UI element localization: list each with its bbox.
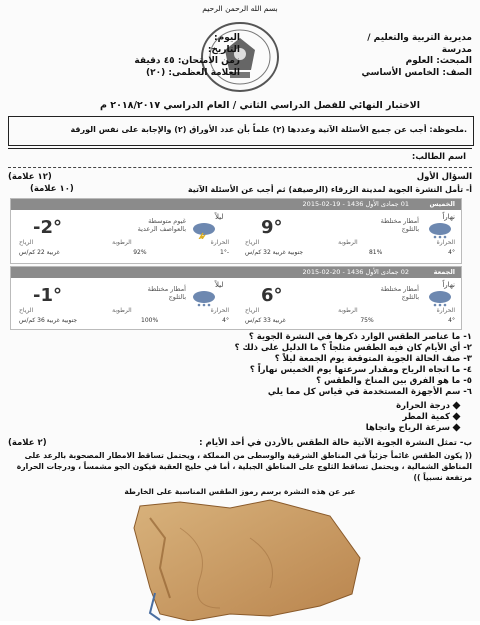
weather-row-value: 81% [368, 249, 383, 256]
weather-row-value: جنوبية غربية 36 كم/س [19, 317, 78, 324]
weather-row-value: غربية 33 كم/س [245, 317, 286, 324]
max-mark-line: العلامة العظمى: (٢٠) [146, 67, 240, 78]
quote-line: (( يكون الطقس غائماً جزئياً في المناطق الشرقية والوسطى من المملكة ، ويحتمل تساقط الامطار المصحوبة بالرعد على [24, 451, 472, 460]
weather-night-desc-line: أمطار مختلطة [147, 285, 186, 293]
weather-row-label: الرياح [245, 307, 260, 314]
weather-night-desc-line: غيوم متوسطة [148, 217, 186, 225]
instrument-label: سرعة الرياح واتجاها [365, 423, 450, 433]
weather-row-value: 75% [360, 317, 374, 324]
weather-night-desc-line: بالعواصف الرعدية [137, 225, 186, 233]
part-b-quote [8, 450, 472, 483]
question-item: ٣- صف الحالة الجوية المتوقعة يوم الجمعة ليلاً ؟ [274, 354, 472, 364]
weather-night-temp: -2° [33, 217, 62, 238]
date-line: التاريخ: [207, 44, 240, 55]
weather-day-label: نهاراً [442, 281, 455, 289]
note-text: .ملحوظة: أجب عن جميع الأسئلة الآتية وعددها (٢) علماً بأن عدد الأوراق (٢) والإجابة على نفس الورقة [70, 125, 467, 134]
question-item: ٦- سم الأجهزة المستخدمة في قياس كل مما يلي [267, 387, 472, 397]
part-b-marks: (٢ علامة) [8, 438, 47, 448]
weather-day-rows [245, 307, 455, 314]
weather-row-label: الرياح [19, 307, 34, 314]
weather-row-label: الرطوبة [338, 307, 358, 314]
weather-night-desc [111, 285, 186, 301]
grade-line: الصف: الخامس الأساسي [361, 67, 472, 78]
weather-card-friday [10, 266, 462, 330]
instrument-label: كمية المطر [402, 412, 450, 422]
weather-row-value: 4° [448, 317, 455, 324]
weather-row-label: الرطوبة [112, 307, 132, 314]
bullet-icon [453, 424, 461, 432]
weather-night-desc-line: بالثلوج [168, 293, 186, 301]
weather-night-label: ليلاً [215, 281, 224, 289]
weather-row-label: الحرارة [436, 239, 455, 246]
weather-day-rows [245, 239, 455, 246]
weather-row-label: الحرارة [210, 239, 229, 246]
weather-row-value: 4° [222, 317, 229, 324]
weather-night-rows [19, 307, 229, 314]
weather-day-desc-line: بالثلوج [401, 225, 419, 233]
weather-day-desc [349, 217, 419, 233]
instrument-item [160, 401, 460, 412]
weather-date: 01 جمادى الأول 1436 - 19-02-2015 [302, 200, 409, 208]
weather-day-desc-line: بالثلوج [401, 293, 419, 301]
bullet-icon [453, 402, 461, 410]
instrument-item [160, 412, 460, 423]
q1-marks: (١٢ علامة) [8, 172, 52, 182]
question-item: ٥- ما هو الفرق بين المناخ والطقس ؟ [316, 376, 472, 386]
weather-day-temp: 6° [261, 285, 283, 306]
weather-row-value: 92% [133, 249, 147, 256]
part-b-text: ب- تمثل النشرة الجوية الآتية حالة الطقس بالأردن في أحد الأيام : [199, 438, 472, 448]
subject-line: المبحث: العلوم [405, 56, 472, 66]
weather-row-label: الحرارة [436, 307, 455, 314]
day-line: اليوم: [214, 33, 240, 43]
student-name-label: اسم الطالب: [411, 152, 466, 162]
q1-part-a-marks: (١٠ علامة) [30, 184, 74, 194]
weather-day-temp: 9° [261, 217, 283, 238]
weather-row-value: 100% [141, 317, 159, 324]
question-item: ٢- أي الأيام كان فيه الطقس مثلجاً ؟ ما الدليل على ذلك ؟ [234, 343, 472, 353]
weather-row-label: الرياح [245, 239, 260, 246]
weather-night-rows [19, 239, 229, 246]
weather-day: الخميس [429, 200, 455, 208]
weather-day-desc-line: أمطار مختلطة [380, 285, 419, 293]
weather-day-values [245, 317, 455, 324]
directorate-line: مديرية التربية والتعليم / [367, 33, 472, 43]
weather-card-thursday [10, 198, 462, 264]
weather-day-label: نهاراً [442, 213, 455, 221]
weather-day-values [245, 249, 455, 256]
header-left [130, 33, 240, 79]
map-caption: عبر عن هذه النشرة برسم رموز الطقس المناسبة على الخارطة [124, 487, 356, 496]
weather-row-label: الرياح [19, 239, 34, 246]
weather-day: الجمعة [433, 268, 455, 276]
quote-line: مرتفعة نسبياً )) [413, 473, 472, 482]
school-line: مدرسة [441, 44, 472, 55]
basmala: بسم الله الرحمن الرحيم [202, 4, 278, 13]
exam-title: الاختبار النهائي للفصل الدراسي الثاني / العام الدراسي ٢٠١٨/٢٠١٧ م [99, 100, 421, 111]
weather-date: 02 جمادى الأول 1436 - 20-02-2015 [302, 268, 409, 276]
weather-row-label: الحرارة [210, 307, 229, 314]
weather-row-value: غربية 22 كم/س [19, 249, 60, 256]
question-item: ٤- ما اتجاه الرياح ومقدار سرعتها يوم الخميس نهاراً ؟ [249, 365, 472, 375]
duration-line: زمن الامتحان: ٤٥ دقيقة [134, 56, 240, 66]
weather-card-bar [11, 199, 461, 210]
q1-title: السؤال الأول [416, 172, 472, 182]
weather-row-value: 4° [448, 249, 455, 256]
instrument-label: درجة الحرارة [396, 401, 450, 411]
bullet-icon [453, 413, 461, 421]
instrument-item [160, 423, 460, 434]
instruments-list [160, 401, 460, 434]
weather-night-desc [111, 217, 186, 233]
weather-night-temp: -1° [33, 285, 62, 306]
weather-row-value: جنوبية غربية 32 كم/س [245, 249, 304, 256]
weather-day-desc [349, 285, 419, 301]
quote-line: المناطق الشمالية ، ويحتمل تساقط الثلوج على المناطق الجبلية ، أما في خليج العقبة فيكون الجو مشمساً ، ودرجات الحرارة [16, 462, 472, 471]
weather-night-values [19, 249, 229, 256]
weather-row-label: الرطوبة [112, 239, 132, 246]
weather-day-desc-line: أمطار مختلطة [380, 217, 419, 225]
weather-night-values [19, 317, 229, 324]
q1-part-a: أ- تأمل النشرة الجوية لمدينة الزرقاء (الرصيفة) ثم أجب عن الأسئلة الآتية [187, 185, 472, 194]
weather-row-label: الرطوبة [338, 239, 358, 246]
student-name-row [8, 148, 472, 168]
jordan-map [120, 498, 365, 621]
header-right [322, 33, 472, 79]
note-box [8, 116, 474, 146]
weather-night-label: ليلاً [215, 213, 224, 221]
weather-card-bar [11, 267, 461, 278]
question-item: ١- ما عناصر الطقس الوارد ذكرها في النشرة الجوية ؟ [248, 332, 472, 342]
questions-list [12, 332, 472, 398]
weather-row-value: -1° [220, 249, 229, 256]
